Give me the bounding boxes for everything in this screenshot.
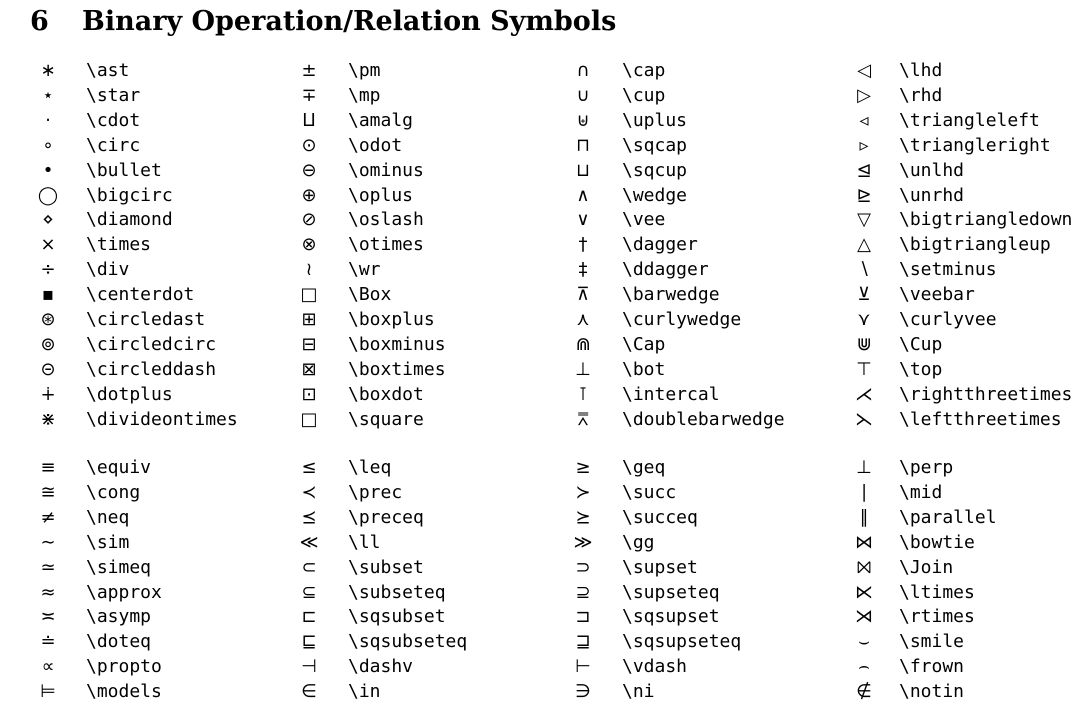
latex-command: \mp (348, 84, 381, 106)
latex-command: \ddagger (622, 259, 709, 281)
symbol-glyph: ≀ (305, 259, 313, 281)
symbol-glyph: ⋏ (576, 309, 590, 330)
section-number: 6 (30, 6, 49, 37)
symbol-glyph: ⋄ (42, 209, 54, 231)
symbol-glyph: ‡ (578, 259, 588, 281)
symbol-row (0, 580, 1090, 605)
section-title: Binary Operation/Relation Symbols (82, 6, 617, 37)
latex-command: \mid (899, 481, 943, 503)
latex-command: \lhd (899, 60, 943, 81)
latex-command: \rtimes (899, 606, 975, 628)
symbol-glyph: ⋓ (856, 333, 872, 355)
symbol-glyph: ≡ (40, 457, 56, 478)
symbol-glyph: ∖ (858, 259, 870, 281)
latex-command: \doteq (86, 631, 152, 653)
latex-command: \oplus (348, 184, 414, 206)
latex-command: \propto (86, 656, 162, 678)
latex-command: \perp (899, 457, 954, 478)
latex-command: \leftthreetimes (899, 408, 1062, 430)
latex-command: \curlywedge (622, 309, 742, 330)
latex-command: \pm (348, 60, 381, 81)
latex-command: \circledast (86, 309, 206, 330)
latex-command: \supseteq (622, 581, 720, 603)
symbol-row (0, 407, 1090, 432)
symbol-glyph: ∥ (859, 506, 869, 528)
symbol-row (0, 604, 1090, 629)
latex-command: \wedge (622, 184, 688, 206)
symbol-glyph: × (40, 234, 56, 256)
symbol-glyph: ≫ (573, 531, 593, 553)
latex-command: \rhd (899, 84, 943, 106)
symbol-row (0, 108, 1090, 133)
latex-command: \odot (348, 134, 403, 156)
symbol-glyph: ⨿ (302, 109, 316, 131)
symbol-glyph: ⊑ (301, 631, 317, 653)
symbol-glyph: ⊙ (301, 134, 317, 156)
symbol-glyph: ⊓ (575, 134, 591, 156)
symbol-glyph: ⊆ (301, 581, 317, 603)
symbol-glyph: ◁ (857, 60, 871, 81)
latex-command: \centerdot (86, 284, 195, 306)
latex-command: \bigcirc (86, 184, 173, 206)
latex-command: \otimes (348, 234, 424, 256)
symbol-glyph: ⊗ (301, 234, 317, 256)
symbol-glyph: ⊔ (575, 159, 591, 181)
symbol-glyph: ∉ (856, 681, 872, 703)
latex-command: \sqcup (622, 159, 688, 181)
latex-command: \neq (86, 506, 130, 528)
symbol-glyph: ≈ (40, 581, 56, 603)
symbol-glyph: ⊨ (40, 681, 56, 703)
latex-command: \square (348, 408, 424, 430)
latex-command: \doublebarwedge (622, 408, 785, 430)
symbol-glyph: ≠ (40, 506, 56, 528)
latex-command: \frown (899, 656, 965, 678)
latex-command: \dashv (348, 656, 414, 678)
latex-command: \sqsubseteq (348, 631, 468, 653)
latex-command: \cong (86, 481, 141, 503)
latex-command: \uplus (622, 109, 688, 131)
symbol-glyph: ⋆ (42, 84, 54, 106)
symbol-glyph: ∩ (576, 60, 590, 81)
symbol-glyph: ∘ (42, 134, 54, 156)
symbol-glyph: ⊃ (575, 556, 591, 578)
symbol-glyph: ⋈ (855, 531, 873, 553)
symbol-row (0, 307, 1090, 332)
symbol-glyph: ⊂ (301, 556, 317, 578)
symbol-glyph: ⊠ (301, 358, 317, 380)
symbol-glyph: ⊎ (576, 109, 590, 131)
symbol-row (0, 207, 1090, 232)
symbol-glyph: ▪ (41, 284, 55, 306)
symbol-row (0, 133, 1090, 158)
symbol-glyph: ◯ (37, 184, 59, 206)
latex-command: \sqcap (622, 134, 688, 156)
symbol-row (0, 257, 1090, 282)
latex-command: \asymp (86, 606, 152, 628)
symbol-glyph: ⊒ (575, 631, 591, 653)
symbol-glyph: ⊝ (40, 358, 56, 380)
symbol-glyph: ▷ (857, 84, 871, 106)
latex-command: \succeq (622, 506, 698, 528)
latex-command: \leq (348, 457, 392, 478)
latex-command: \boxminus (348, 333, 446, 355)
symbol-glyph: ▹ (859, 134, 869, 156)
symbol-glyph: ⊚ (40, 333, 56, 355)
latex-command: \gg (622, 531, 655, 553)
latex-command: \models (86, 681, 162, 703)
symbol-glyph: ÷ (40, 259, 56, 281)
symbol-glyph: ⊡ (301, 383, 317, 405)
latex-command: \veebar (899, 284, 975, 306)
symbol-glyph: ∧ (576, 184, 590, 206)
latex-command: \sqsubset (348, 606, 446, 628)
symbol-glyph: ⋇ (40, 408, 56, 430)
latex-command: \unrhd (899, 184, 965, 206)
latex-command: \boxdot (348, 383, 424, 405)
symbol-row (0, 555, 1090, 580)
latex-command: \ltimes (899, 581, 975, 603)
latex-command: \circ (86, 134, 141, 156)
symbol-glyph: ≐ (40, 631, 56, 653)
latex-command: \amalg (348, 109, 414, 131)
latex-command: \div (86, 259, 130, 281)
symbol-row (0, 505, 1090, 530)
symbol-glyph: ⊻ (857, 284, 871, 306)
latex-command: \curlyvee (899, 309, 997, 330)
latex-command: \equiv (86, 457, 152, 478)
symbol-row (0, 382, 1090, 407)
latex-command: \dagger (622, 234, 698, 256)
symbol-glyph: ⊴ (856, 159, 872, 181)
latex-command: \times (86, 234, 152, 256)
symbol-glyph: ⊞ (301, 309, 317, 330)
latex-command: \barwedge (622, 284, 720, 306)
latex-command: \smile (899, 631, 965, 653)
symbol-glyph: • (42, 159, 54, 181)
symbol-row (0, 629, 1090, 654)
latex-command: \preceq (348, 506, 424, 528)
latex-command: \Cap (622, 333, 666, 355)
latex-command: \diamond (86, 209, 173, 231)
symbol-row (0, 480, 1090, 505)
latex-command: \dotplus (86, 383, 173, 405)
latex-command: \Join (899, 556, 954, 578)
symbol-glyph: ≃ (40, 556, 56, 578)
symbol-row (0, 83, 1090, 108)
latex-command: \bigtriangledown (899, 209, 1073, 231)
latex-command: \unlhd (899, 159, 965, 181)
latex-command: \ni (622, 681, 655, 703)
symbol-glyph: ∝ (41, 656, 55, 678)
symbol-glyph: ∣ (859, 481, 869, 503)
latex-command: \sqsupseteq (622, 631, 742, 653)
symbol-glyph: ⊏ (301, 606, 317, 628)
latex-command: \ll (348, 531, 381, 553)
symbol-glyph: ⋎ (857, 309, 871, 330)
latex-command: \sqsupset (622, 606, 720, 628)
symbol-glyph: ⌢ (858, 656, 870, 678)
latex-command: \boxtimes (348, 358, 446, 380)
latex-command: \circledcirc (86, 333, 217, 355)
symbol-glyph: ≍ (40, 606, 56, 628)
symbol-glyph: ⊼ (576, 284, 590, 306)
latex-command: \bullet (86, 159, 162, 181)
symbol-glyph: ⊕ (301, 184, 317, 206)
symbol-glyph: ≅ (40, 481, 56, 503)
latex-command: \simeq (86, 556, 152, 578)
latex-command: \subset (348, 556, 424, 578)
symbol-row (0, 158, 1090, 183)
latex-command: \succ (622, 481, 677, 503)
latex-command: \triangleright (899, 134, 1051, 156)
latex-command: \parallel (899, 506, 997, 528)
symbol-glyph: ∔ (40, 383, 56, 405)
symbol-glyph: ⊣ (301, 656, 317, 678)
symbol-glyph: † (578, 234, 588, 256)
symbol-glyph: ⌣ (858, 631, 870, 653)
latex-command: \Box (348, 284, 392, 306)
symbol-glyph: ∓ (301, 84, 317, 106)
symbol-row (0, 357, 1090, 382)
symbol-glyph: □ (300, 408, 318, 430)
latex-command: \in (348, 681, 381, 703)
latex-command: \oslash (348, 209, 424, 231)
latex-command: \sim (86, 531, 130, 553)
symbol-row (0, 530, 1090, 555)
latex-command: \Cup (899, 333, 943, 355)
symbol-glyph: ≥ (575, 457, 591, 478)
symbol-glyph: ▽ (857, 209, 871, 231)
symbol-glyph: ∗ (40, 60, 56, 81)
symbol-glyph: ⋌ (855, 383, 873, 405)
symbol-glyph: ⋅ (45, 109, 51, 131)
symbol-glyph: □ (300, 284, 318, 306)
symbol-glyph: ∪ (576, 84, 590, 106)
latex-command: \cup (622, 84, 666, 106)
latex-command: \prec (348, 481, 403, 503)
symbol-row (0, 282, 1090, 307)
symbol-row (0, 232, 1090, 257)
symbol-glyph: ⊥ (575, 358, 591, 380)
latex-command: \star (86, 84, 141, 106)
symbol-glyph: ⋒ (575, 333, 591, 355)
symbol-glyph: ⊥ (856, 457, 872, 478)
symbol-glyph: ≺ (301, 481, 317, 503)
latex-command: \cap (622, 60, 666, 81)
symbol-glyph: ± (301, 60, 317, 81)
latex-command: \geq (622, 457, 666, 478)
section-heading (30, 6, 616, 37)
symbol-glyph: ⋊ (855, 606, 873, 628)
symbol-glyph: ⪯ (301, 506, 317, 528)
symbol-glyph: ⪰ (575, 506, 591, 528)
latex-command: \wr (348, 259, 381, 281)
latex-command: \ominus (348, 159, 424, 181)
symbol-glyph: ≻ (575, 481, 591, 503)
symbol-glyph: ⊟ (301, 333, 317, 355)
latex-command: \rightthreetimes (899, 383, 1073, 405)
symbol-row (0, 183, 1090, 208)
symbol-glyph: ∨ (576, 209, 590, 231)
latex-command: \subseteq (348, 581, 446, 603)
symbol-glyph: ≪ (299, 531, 319, 553)
latex-command: \triangleleft (899, 109, 1040, 131)
latex-command: \vee (622, 209, 666, 231)
latex-command: \notin (899, 681, 965, 703)
symbol-glyph: △ (857, 234, 871, 256)
symbol-row (0, 679, 1090, 704)
latex-command: \cdot (86, 109, 141, 131)
symbol-glyph: ⊘ (301, 209, 317, 231)
symbol-glyph: ⊛ (40, 309, 56, 330)
latex-command: \bot (622, 358, 666, 380)
latex-command: \ast (86, 60, 130, 81)
symbol-glyph: ⩞ (577, 408, 589, 430)
symbol-glyph: ⨝ (856, 556, 872, 578)
symbol-glyph: ⊵ (856, 184, 872, 206)
latex-command: \boxplus (348, 309, 435, 330)
symbol-glyph: ⊇ (575, 581, 591, 603)
symbol-glyph: ⋉ (855, 581, 873, 603)
symbol-row (0, 654, 1090, 679)
symbol-glyph: ∋ (575, 681, 591, 703)
latex-command: \bigtriangleup (899, 234, 1051, 256)
latex-command: \intercal (622, 383, 720, 405)
symbol-row (0, 58, 1090, 83)
latex-command: \top (899, 358, 943, 380)
latex-command: \vdash (622, 656, 688, 678)
latex-command: \bowtie (899, 531, 975, 553)
symbol-glyph: ⊺ (578, 383, 588, 405)
symbol-glyph: ⊐ (575, 606, 591, 628)
symbol-glyph: ⊢ (575, 656, 591, 678)
symbol-glyph: ◃ (859, 109, 869, 131)
symbol-glyph: ≤ (301, 457, 317, 478)
latex-command: \divideontimes (86, 408, 238, 430)
symbol-row (0, 455, 1090, 480)
symbol-glyph: ⊤ (856, 358, 872, 380)
symbol-glyph: ⊖ (301, 159, 317, 181)
latex-command: \supset (622, 556, 698, 578)
latex-command: \circleddash (86, 358, 217, 380)
symbol-glyph: ∈ (301, 681, 317, 703)
symbol-glyph: ∼ (40, 531, 56, 553)
latex-command: \approx (86, 581, 162, 603)
latex-command: \setminus (899, 259, 997, 281)
symbol-row (0, 332, 1090, 357)
symbol-glyph: ⋋ (855, 408, 873, 430)
